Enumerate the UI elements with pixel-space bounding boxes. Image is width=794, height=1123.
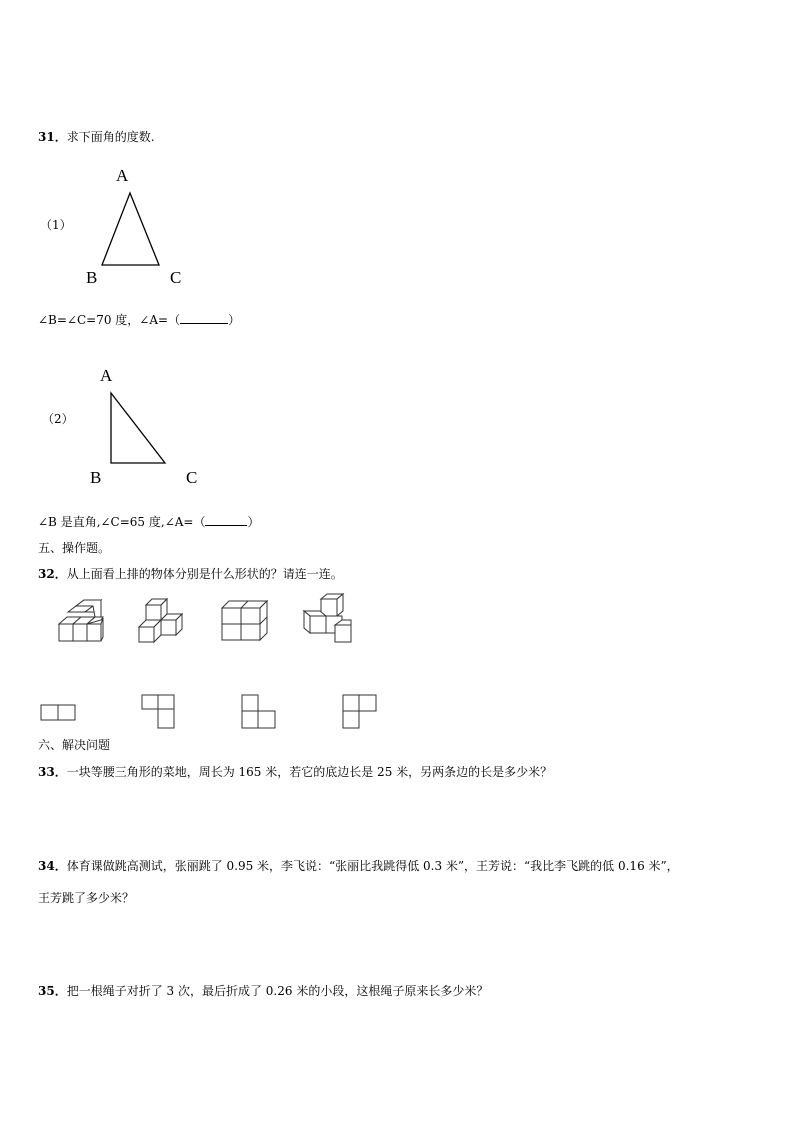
q31-part1-label: （1） xyxy=(40,218,72,232)
triangle1-vertex-a: A xyxy=(116,166,129,185)
answer-blank-1 xyxy=(180,312,228,324)
q35-number: 35． xyxy=(38,984,67,998)
q33-prompt: 一块等腰三角形的菜地，周长为 165 米，若它的底边长是 25 米，另两条边的长是多少米？ xyxy=(66,765,553,779)
top-view-shape-2 xyxy=(142,695,174,728)
triangle1-vertex-c: C xyxy=(170,268,182,287)
q33-heading xyxy=(38,765,552,779)
q34-line1 xyxy=(38,859,679,873)
q34-number: 34． xyxy=(38,859,67,873)
section6-title: 六、解决问题 xyxy=(38,738,111,752)
triangle2-vertex-a: A xyxy=(100,366,113,385)
top-view-shape-4 xyxy=(343,695,376,728)
q32-prompt: 从上面看上排的物体分别是什么形状的？请连一连。 xyxy=(66,567,343,581)
q31-prompt: 求下面角的度数. xyxy=(66,130,155,144)
q33-number: 33． xyxy=(38,765,67,779)
section5-title: 五、操作题。 xyxy=(38,541,111,555)
q31-part2-condition: ∠B 是直角,∠C=65 度,∠A=（ ） xyxy=(38,515,260,529)
q32-heading xyxy=(38,567,343,581)
q31-number: 31． xyxy=(38,130,67,144)
q34-line2: 王芳跳了多少米？ xyxy=(38,891,135,905)
top-view-shape-3 xyxy=(242,695,275,728)
triangle2-vertex-b: B xyxy=(90,468,102,487)
cube-figure-3 xyxy=(222,601,267,640)
cube-figure-4 xyxy=(304,594,351,642)
q31-part2-label: （2） xyxy=(42,412,74,426)
q35-heading xyxy=(38,984,488,998)
q31-part1-condition: ∠B=∠C=70 度，∠A=（ ） xyxy=(38,313,241,327)
q35-prompt: 把一根绳子对折了 3 次，最后折成了 0.26 米的小段，这根绳子原来长多少米？ xyxy=(66,984,489,998)
q31-heading xyxy=(38,130,155,144)
triangle1-vertex-b: B xyxy=(86,268,98,287)
cube-figure-2 xyxy=(139,599,182,642)
triangle2-vertex-c: C xyxy=(186,468,198,487)
answer-blank-2 xyxy=(205,514,247,526)
cube-figure-1 xyxy=(59,600,103,641)
q34-prompt-line1: 体育课做跳高测试，张丽跳了 0.95 米，李飞说：“张丽比我跳得低 0.3 米”，王芳说：“我比李飞跳的低 0.16 米”， xyxy=(66,859,679,873)
top-view-shape-1 xyxy=(41,705,75,720)
q32-number: 32． xyxy=(38,567,67,581)
